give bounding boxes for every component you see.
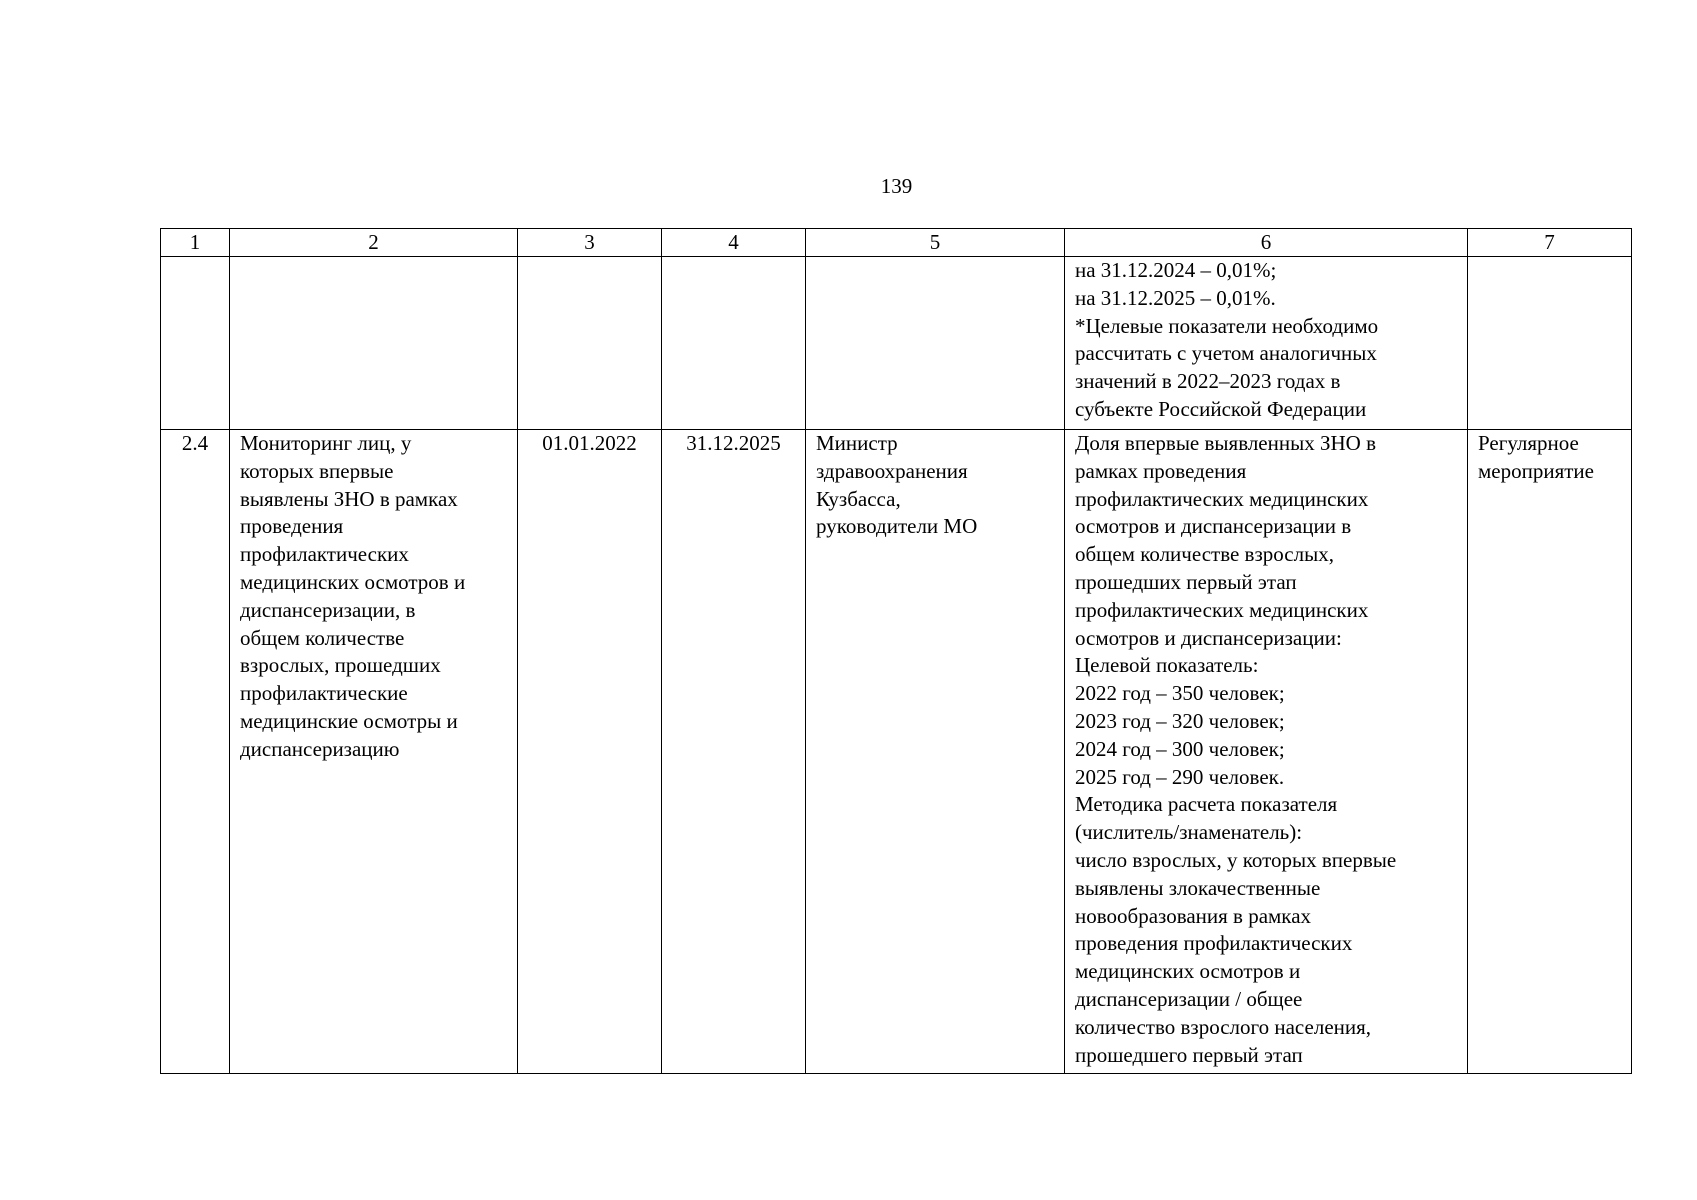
text-line: диспансеризацию <box>240 736 400 761</box>
text-line: Мониторинг лиц, у <box>240 431 412 455</box>
cont-cell-5 <box>806 257 1065 430</box>
text-line: число взрослых, у которых впервые <box>1075 847 1397 872</box>
start-date: 01.01.2022 <box>518 430 662 1074</box>
header-row <box>161 229 1632 257</box>
header-col-2: 2 <box>230 229 518 257</box>
row-number: 2.4 <box>161 430 230 1074</box>
text-line: осмотров и диспансеризации: <box>1075 625 1342 650</box>
text-line: Целевой показатель: <box>1075 653 1259 678</box>
header-col-7: 7 <box>1468 229 1632 257</box>
text-line: Кузбасса, <box>816 486 901 511</box>
text-line: на 31.12.2024 – 0,01%; <box>1075 258 1277 282</box>
text-line: мероприятие <box>1478 458 1594 483</box>
text-line: 2023 год – 320 человек; <box>1075 708 1285 733</box>
text-line: осмотров и диспансеризации в <box>1075 514 1352 539</box>
text-line: 2025 год – 290 человек. <box>1075 764 1285 789</box>
text-line: 2022 год – 350 человек; <box>1075 681 1285 706</box>
activity-table <box>160 228 1632 1074</box>
text-line: выявлены злокачественные <box>1075 875 1321 900</box>
text-line: Министр <box>816 431 898 455</box>
text-line: рассчитать с учетом аналогичных <box>1075 341 1377 366</box>
text-line: общем количестве <box>240 625 405 650</box>
text-line: медицинских осмотров и <box>240 569 466 594</box>
text-line: руководители МО <box>816 514 978 539</box>
cont-cell-indicator <box>1065 257 1468 430</box>
text-line: здравоохранения <box>816 458 968 483</box>
text-line: рамках проведения <box>1075 458 1247 483</box>
cont-cell-3 <box>518 257 662 430</box>
cont-cell-7 <box>1468 257 1632 430</box>
header-col-5: 5 <box>806 229 1065 257</box>
target-indicator <box>1065 430 1468 1074</box>
responsible-persons <box>806 430 1065 1074</box>
page-number: 139 <box>880 174 913 198</box>
header-col-4: 4 <box>662 229 806 257</box>
text-line: профилактических <box>240 542 409 567</box>
text-line: прошедшего первый этап <box>1075 1042 1303 1067</box>
text-line: значений в 2022‒2023 годах в <box>1075 369 1341 394</box>
text-line: новообразования в рамках <box>1075 903 1312 928</box>
activity-type <box>1468 430 1632 1074</box>
text-line: профилактические <box>240 681 408 706</box>
text-line: профилактических медицинских <box>1075 597 1369 622</box>
text-line: 2024 год – 300 человек; <box>1075 736 1285 761</box>
header-col-6: 6 <box>1065 229 1468 257</box>
end-date: 31.12.2025 <box>662 430 806 1074</box>
text-line: Методика расчета показателя <box>1075 792 1338 817</box>
activity-description <box>230 430 518 1074</box>
continuation-row <box>161 257 1632 430</box>
text-line: прошедших первый этап <box>1075 569 1297 594</box>
text-line: количество взрослого населения, <box>1075 1014 1372 1039</box>
text-line: (числитель/знаменатель): <box>1075 820 1303 845</box>
header-col-1: 1 <box>161 229 230 257</box>
text-line: на 31.12.2025 – 0,01%. <box>1075 285 1276 310</box>
text-line: диспансеризации, в <box>240 597 416 622</box>
text-line: медицинских осмотров и <box>1075 959 1301 984</box>
text-line: профилактических медицинских <box>1075 486 1369 511</box>
text-line: субъекте Российской Федерации <box>1075 396 1367 421</box>
text-line: Доля впервые выявленных ЗНО в <box>1075 431 1376 455</box>
cont-cell-1 <box>161 257 230 430</box>
text-line: диспансеризации / общее <box>1075 986 1303 1011</box>
text-line: которых впервые <box>240 458 394 483</box>
cont-cell-4 <box>662 257 806 430</box>
text-line: проведения <box>240 514 344 539</box>
text-line: проведения профилактических <box>1075 931 1353 956</box>
text-line: взрослых, прошедших <box>240 653 441 678</box>
text-line: Регулярное <box>1478 431 1579 455</box>
text-line: общем количестве взрослых, <box>1075 542 1334 567</box>
header-col-3: 3 <box>518 229 662 257</box>
table-row-2-4 <box>161 430 1632 1074</box>
text-line: *Целевые показатели необходимо <box>1075 313 1379 338</box>
cont-cell-2 <box>230 257 518 430</box>
text-line: выявлены ЗНО в рамках <box>240 486 458 511</box>
text-line: медицинские осмотры и <box>240 708 458 733</box>
